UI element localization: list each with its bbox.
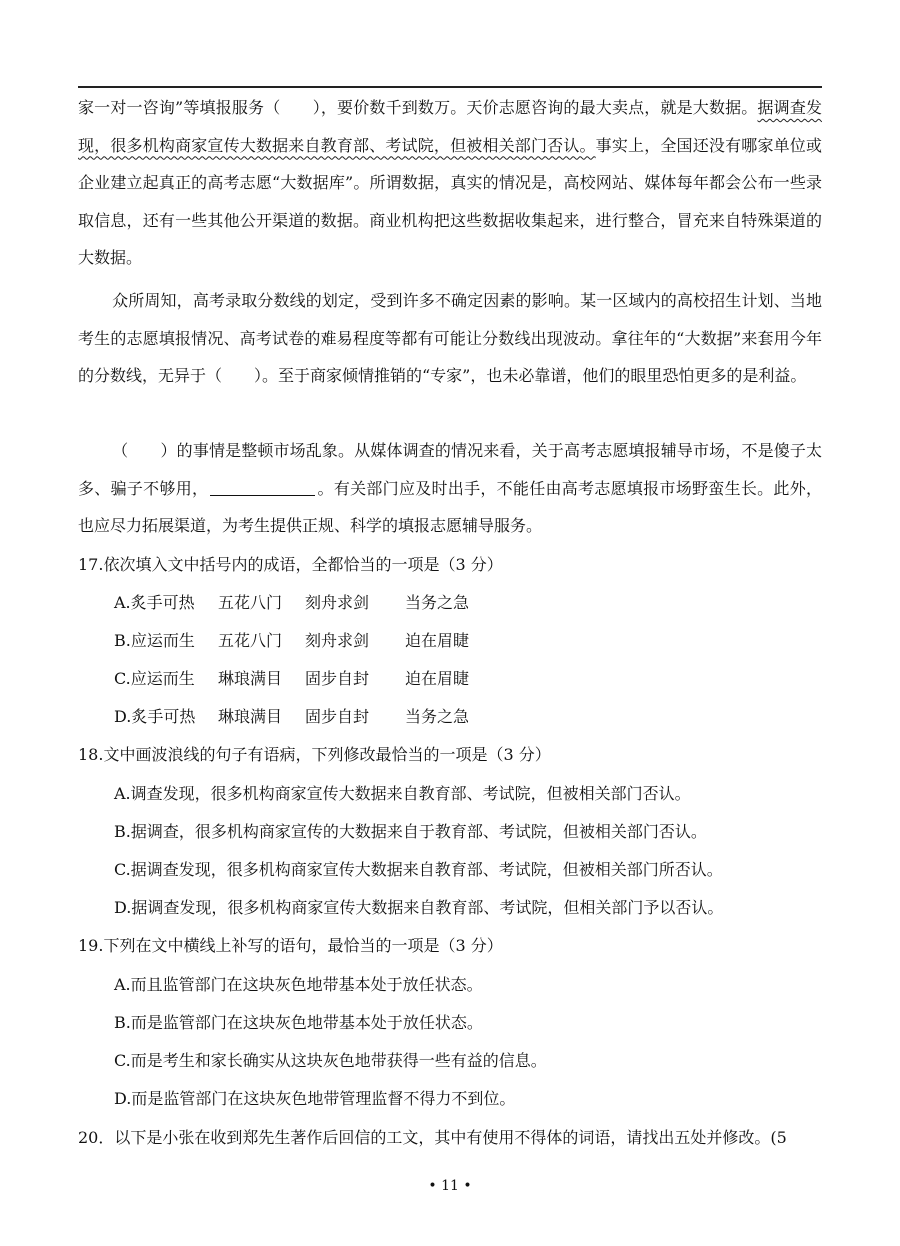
passage-paragraph-1 — [78, 89, 822, 277]
q18-option-c: C.据调查发现，很多机构商家宣传大数据来自教育部、考试院，但被相关部门所否认。 — [114, 860, 723, 879]
passage-paragraph-2 — [78, 282, 822, 395]
q19-option-c: C.而是考生和家长确实从这块灰色地带获得一些有益的信息。 — [114, 1051, 547, 1070]
passage-p3-text-a: （ ）的事情是整顿市场乱象。从媒体调查的情况来看，关于高考志愿填报辅导市场，不是傻子太多、骗子不够用， — [78, 441, 822, 498]
passage-p1-text-b: 事实上，全国还没有哪家单位或企业建立起真正的高考志愿“大数据库”。所谓数据，真实的情况是，高校网站、媒体每年都会公布一些录取信息，还有一些其他公开渠道的数据。商业机构把这些数据收集起来，进行整合，冒充来自特殊渠道的大数据。 — [78, 135, 822, 268]
q19-option-d: D.而是监管部门在这块灰色地带管理监督不得力不到位。 — [114, 1089, 516, 1108]
passage-p1-text-a: 家一对一咨询”等填报服务（ ），要价数千到数万。天价志愿咨询的最大卖点，就是大数据。 — [78, 98, 758, 117]
question-17-stem: 17.依次填入文中括号内的成语，全都恰当的一项是（3 分） — [78, 555, 503, 574]
question-20-stem: 20．以下是小张在收到郑先生著作后回信的工文，其中有使用不得体的词语，请找出五处并修改。(5 — [78, 1128, 787, 1147]
question-18-stem: 18.文中画波浪线的句子有语病，下列修改最恰当的一项是（3 分） — [78, 745, 551, 764]
page-number: • 11 • — [428, 1178, 472, 1194]
fill-in-blank-line — [210, 479, 315, 496]
wavy-underlined-sentence: 据调查发现，很多机构商家宣传大数据来自教育部、考试院，但被相关部门否认。 — [78, 98, 822, 155]
q18-option-d: D.据调查发现，很多机构商家宣传大数据来自教育部、考试院，但相关部门予以否认。 — [114, 898, 724, 917]
q18-option-a: A.调查发现，很多机构商家宣传大数据来自教育部、考试院，但被相关部门否认。 — [114, 784, 691, 803]
q17-option-d: D.炙手可热 琳琅满目 固步自封 当务之急 — [114, 707, 470, 726]
passage-p3-text-b: 。有关部门应及时出手，不能任由高考志愿填报市场野蛮生长。此外，也应尽力拓展渠道，为考生提供正规、科学的填报志愿辅导服务。 — [78, 478, 822, 536]
q19-option-a: A.而且监管部门在这块灰色地带基本处于放任状态。 — [114, 975, 483, 994]
q17-option-c: C.应运而生 琳琅满目 固步自封 迫在眉睫 — [114, 669, 470, 688]
question-19-stem: 19.下列在文中横线上补写的语句，最恰当的一项是（3 分） — [78, 936, 503, 955]
q18-option-b: B.据调查，很多机构商家宣传的大数据来自于教育部、考试院，但被相关部门否认。 — [114, 822, 707, 841]
q19-option-b: B.而是监管部门在这块灰色地带基本处于放任状态。 — [114, 1013, 483, 1032]
passage-paragraph-3 — [78, 432, 822, 545]
passage-p2-text: 众所周知，高考录取分数线的划定，受到许多不确定因素的影响。某一区域内的高校招生计划、当地考生的志愿填报情况、高考试卷的难易程度等都有可能让分数线出现波动。拿往年的“大数据”来套用今年的分数线，无异于（ ）。至于商家倾情推销的“专家”，也未必靠谱，他们的眼里恐怕更多的是利益。 — [78, 291, 822, 386]
top-rule — [78, 86, 822, 88]
q17-option-a: A.炙手可热 五花八门 刻舟求剑 当务之急 — [114, 593, 470, 612]
q17-option-b: B.应运而生 五花八门 刻舟求剑 迫在眉睫 — [114, 631, 470, 650]
